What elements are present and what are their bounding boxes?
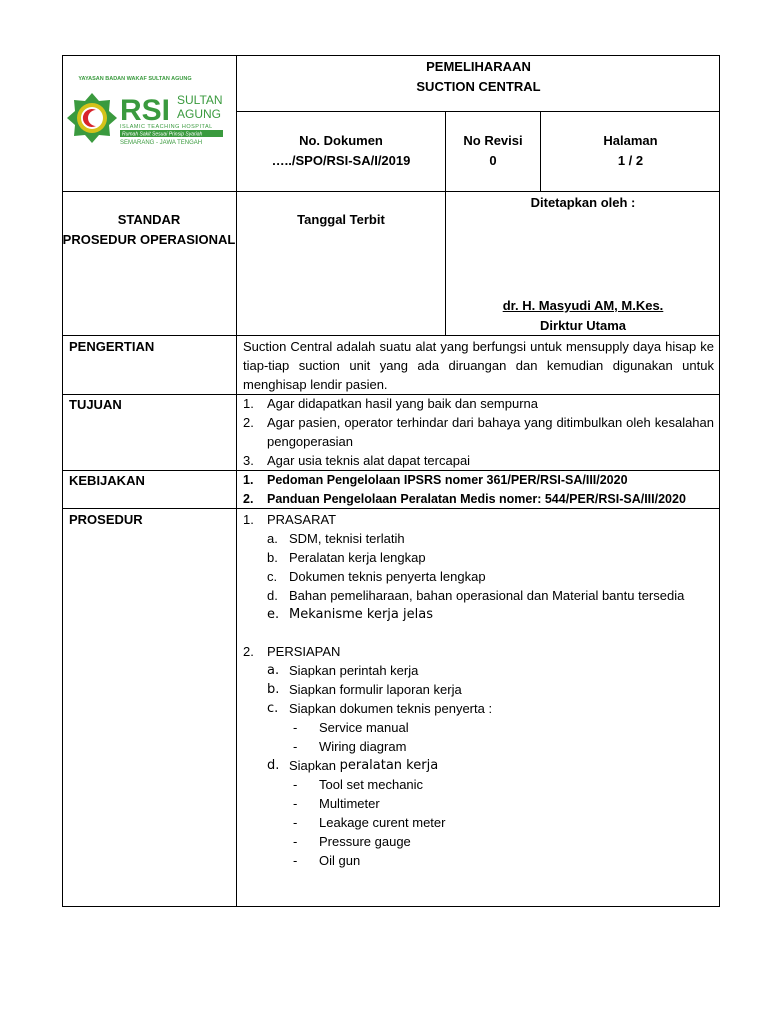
list-item bbox=[243, 490, 714, 509]
item-number: b. bbox=[267, 682, 280, 697]
item-text: Leakage curent meter bbox=[319, 815, 446, 830]
revision-value: 0 bbox=[489, 153, 497, 168]
item-number: a. bbox=[267, 531, 278, 546]
item-text: Panduan Pengelolaan Peralatan Medis nomer: 544/PER/RSI-SA/III/2020 bbox=[267, 492, 686, 506]
dash-bullet: - bbox=[293, 815, 298, 830]
item-text: Pressure gauge bbox=[319, 834, 411, 849]
page-value: 1 / 2 bbox=[617, 153, 644, 168]
list-item bbox=[267, 680, 714, 699]
list-item bbox=[267, 756, 714, 775]
logo-city: SEMARANG - JAWA TENGAH bbox=[120, 140, 203, 146]
signer-name: dr. H. Masyudi AM, M.Kes. bbox=[502, 298, 664, 313]
issue-date-label: Tanggal Terbit bbox=[297, 212, 385, 227]
dash-bullet: - bbox=[293, 720, 298, 735]
item-text: PRASARAT bbox=[267, 512, 337, 527]
document-sublist bbox=[243, 718, 714, 756]
dash-bullet: - bbox=[293, 739, 298, 754]
standard-line-1: STANDAR bbox=[117, 212, 181, 227]
divider bbox=[236, 111, 720, 112]
list-item bbox=[293, 737, 714, 756]
list-item bbox=[293, 832, 714, 851]
item-text: Siapkan dokumen teknis penyerta : bbox=[289, 701, 493, 716]
dash-bullet: - bbox=[293, 796, 298, 811]
list-item bbox=[243, 413, 714, 451]
item-number: d. bbox=[267, 758, 280, 773]
item-text: Mekanisme kerja jelas bbox=[289, 607, 433, 622]
prasarat-list bbox=[243, 529, 714, 624]
persiapan-list-d bbox=[243, 756, 714, 775]
item-number: 2. bbox=[243, 644, 254, 659]
prosedur-content bbox=[243, 510, 714, 870]
pengertian-text: Suction Central adalah suatu alat yang berfungsi untuk mensupply daya hisap ke tiap-tiap suction unit yang ada diruangan dan kemudian digunakan untuk menghisap lendir pasien. bbox=[243, 339, 714, 392]
item-number: 3. bbox=[243, 453, 254, 468]
item-text: Peralatan kerja lengkap bbox=[289, 550, 426, 565]
item-text: Siapkan bbox=[289, 758, 336, 773]
document-number-cell bbox=[237, 131, 445, 171]
logo-foundation-text: YAYASAN BADAN WAKAF SULTAN AGUNG bbox=[78, 76, 192, 82]
revision-label: No Revisi bbox=[463, 133, 523, 148]
signer-cell bbox=[446, 296, 720, 336]
list-item bbox=[267, 567, 714, 586]
document-number-value: …../SPO/RSI-SA/I/2019 bbox=[271, 153, 411, 168]
item-number: e. bbox=[267, 607, 280, 622]
list-item bbox=[267, 548, 714, 567]
list-item bbox=[267, 529, 714, 548]
section-heading bbox=[243, 510, 714, 529]
dash-bullet: - bbox=[293, 853, 298, 868]
tools-sublist bbox=[243, 775, 714, 870]
title-line-1: PEMELIHARAAN bbox=[426, 59, 531, 74]
item-number: 2. bbox=[243, 492, 254, 506]
section-heading bbox=[243, 642, 714, 661]
signer-role: Dirktur Utama bbox=[540, 318, 626, 333]
list-item bbox=[243, 471, 714, 490]
item-number: 1. bbox=[243, 512, 254, 527]
item-text: Siapkan perintah kerja bbox=[289, 663, 419, 678]
prosedur-label: PROSEDUR bbox=[69, 512, 143, 527]
logo-agung-text: AGUNG bbox=[177, 107, 222, 121]
kebijakan-list bbox=[243, 471, 714, 509]
item-text: Agar didapatkan hasil yang baik dan sempurna bbox=[267, 396, 539, 411]
item-text: Siapkan formulir laporan kerja bbox=[289, 682, 462, 697]
document-title bbox=[237, 57, 720, 97]
dash-bullet: - bbox=[293, 834, 298, 849]
item-text: Agar pasien, operator terhindar dari bahaya yang ditimbulkan oleh kesalahan pengoperasian bbox=[267, 415, 714, 449]
item-text: Bahan pemeliharaan, bahan operasional dan Material bantu tersedia bbox=[289, 588, 685, 603]
logo-sultan-text: SULTAN bbox=[177, 93, 223, 107]
set-by-label: Ditetapkan oleh : bbox=[530, 195, 636, 210]
item-text-cont: peralatan kerja bbox=[339, 758, 439, 773]
logo-rsi-text: RSI bbox=[120, 94, 171, 127]
persiapan-list bbox=[243, 661, 714, 718]
kebijakan-label: KEBIJAKAN bbox=[69, 473, 145, 488]
list-item bbox=[267, 586, 714, 605]
logo-tagline2: Rumah Sakit Sesuai Prinsip Syariah bbox=[122, 131, 203, 138]
page-cell bbox=[541, 131, 720, 171]
item-text: Dokumen teknis penyerta lengkap bbox=[289, 569, 486, 584]
item-number: d. bbox=[267, 588, 278, 603]
standard-line-2: PROSEDUR OPERASIONAL bbox=[62, 232, 236, 247]
item-number: b. bbox=[267, 550, 278, 565]
list-item bbox=[267, 699, 714, 718]
tujuan-list bbox=[243, 394, 714, 470]
divider bbox=[236, 55, 237, 907]
item-text: Service manual bbox=[319, 720, 409, 735]
item-number: 2. bbox=[243, 415, 254, 430]
list-item bbox=[293, 718, 714, 737]
list-item bbox=[293, 851, 714, 870]
list-item bbox=[267, 605, 714, 624]
item-number: a. bbox=[267, 663, 280, 678]
item-number: c. bbox=[267, 569, 278, 584]
item-number: 1. bbox=[243, 473, 254, 487]
revision-cell bbox=[446, 131, 540, 171]
list-item bbox=[293, 794, 714, 813]
item-text: PERSIAPAN bbox=[267, 644, 341, 659]
list-item bbox=[293, 775, 714, 794]
title-line-2: SUCTION CENTRAL bbox=[416, 79, 541, 94]
item-text: Wiring diagram bbox=[319, 739, 407, 754]
list-item bbox=[243, 451, 714, 470]
tujuan-label: TUJUAN bbox=[69, 397, 122, 412]
logo-tagline1: ISLAMIC TEACHING HOSPITAL bbox=[120, 124, 213, 130]
item-text: SDM, teknisi terlatih bbox=[289, 531, 405, 546]
item-number: 1. bbox=[243, 396, 254, 411]
standard-label-cell bbox=[62, 210, 236, 250]
pengertian-label: PENGERTIAN bbox=[69, 339, 155, 354]
item-text: Agar usia teknis alat dapat tercapai bbox=[267, 453, 471, 468]
divider bbox=[62, 191, 720, 192]
page-label: Halaman bbox=[603, 133, 658, 148]
list-item bbox=[267, 661, 714, 680]
item-text: Pedoman Pengelolaan IPSRS nomer 361/PER/RSI-SA/III/2020 bbox=[267, 473, 628, 487]
list-item bbox=[293, 813, 714, 832]
item-text: Tool set mechanic bbox=[319, 777, 424, 792]
list-item bbox=[243, 394, 714, 413]
dash-bullet: - bbox=[293, 777, 298, 792]
item-number: c. bbox=[267, 701, 279, 716]
item-text: Oil gun bbox=[319, 853, 361, 868]
document-number-label: No. Dokumen bbox=[299, 133, 383, 148]
item-text: Multimeter bbox=[319, 796, 380, 811]
